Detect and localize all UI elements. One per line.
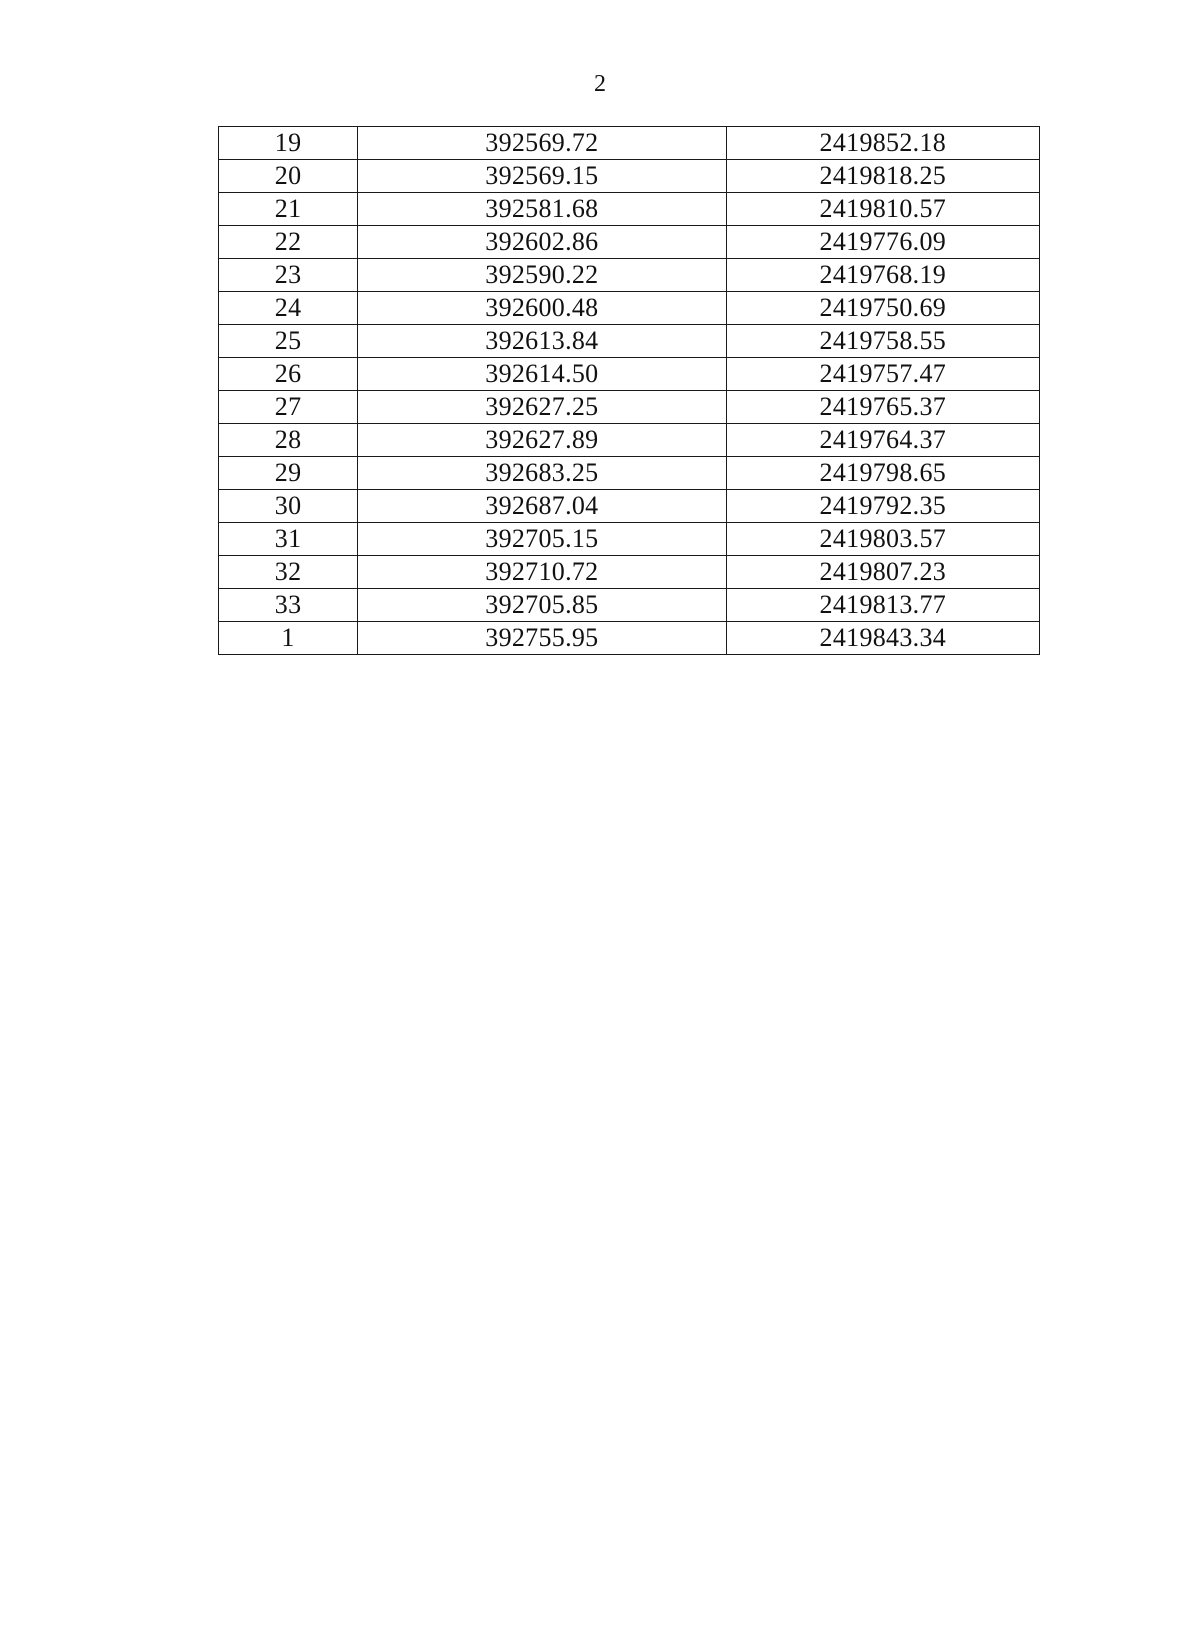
x-coordinate-cell: 392755.95 <box>358 622 726 655</box>
y-coordinate-cell: 2419818.25 <box>726 160 1039 193</box>
point-number-cell: 1 <box>219 622 358 655</box>
x-coordinate-cell: 392581.68 <box>358 193 726 226</box>
table-row <box>219 457 1040 490</box>
coordinates-table-body <box>219 127 1040 655</box>
x-coordinate-cell: 392600.48 <box>358 292 726 325</box>
table-row <box>219 358 1040 391</box>
y-coordinate-cell: 2419843.34 <box>726 622 1039 655</box>
y-coordinate-cell: 2419852.18 <box>726 127 1039 160</box>
point-number-cell: 30 <box>219 490 358 523</box>
y-coordinate-cell: 2419792.35 <box>726 490 1039 523</box>
point-number-cell: 32 <box>219 556 358 589</box>
table-row <box>219 160 1040 193</box>
x-coordinate-cell: 392602.86 <box>358 226 726 259</box>
x-coordinate-cell: 392687.04 <box>358 490 726 523</box>
coordinates-table <box>218 126 1040 655</box>
page-number: 2 <box>594 71 606 97</box>
y-coordinate-cell: 2419813.77 <box>726 589 1039 622</box>
y-coordinate-cell: 2419776.09 <box>726 226 1039 259</box>
point-number-cell: 24 <box>219 292 358 325</box>
point-number-cell: 21 <box>219 193 358 226</box>
point-number-cell: 27 <box>219 391 358 424</box>
x-coordinate-cell: 392569.72 <box>358 127 726 160</box>
table-row <box>219 259 1040 292</box>
y-coordinate-cell: 2419764.37 <box>726 424 1039 457</box>
table-row <box>219 391 1040 424</box>
y-coordinate-cell: 2419798.65 <box>726 457 1039 490</box>
y-coordinate-cell: 2419807.23 <box>726 556 1039 589</box>
y-coordinate-cell: 2419765.37 <box>726 391 1039 424</box>
table-row <box>219 292 1040 325</box>
point-number-cell: 28 <box>219 424 358 457</box>
point-number-cell: 19 <box>219 127 358 160</box>
point-number-cell: 26 <box>219 358 358 391</box>
table-row <box>219 589 1040 622</box>
x-coordinate-cell: 392613.84 <box>358 325 726 358</box>
table-row <box>219 193 1040 226</box>
x-coordinate-cell: 392705.15 <box>358 523 726 556</box>
y-coordinate-cell: 2419758.55 <box>726 325 1039 358</box>
table-row <box>219 424 1040 457</box>
point-number-cell: 20 <box>219 160 358 193</box>
table-row <box>219 490 1040 523</box>
point-number-cell: 25 <box>219 325 358 358</box>
point-number-cell: 23 <box>219 259 358 292</box>
y-coordinate-cell: 2419803.57 <box>726 523 1039 556</box>
table-row <box>219 127 1040 160</box>
x-coordinate-cell: 392627.89 <box>358 424 726 457</box>
table-row <box>219 622 1040 655</box>
point-number-cell: 33 <box>219 589 358 622</box>
x-coordinate-cell: 392569.15 <box>358 160 726 193</box>
y-coordinate-cell: 2419768.19 <box>726 259 1039 292</box>
table-row <box>219 325 1040 358</box>
x-coordinate-cell: 392590.22 <box>358 259 726 292</box>
point-number-cell: 31 <box>219 523 358 556</box>
point-number-cell: 29 <box>219 457 358 490</box>
x-coordinate-cell: 392614.50 <box>358 358 726 391</box>
x-coordinate-cell: 392705.85 <box>358 589 726 622</box>
x-coordinate-cell: 392627.25 <box>358 391 726 424</box>
y-coordinate-cell: 2419750.69 <box>726 292 1039 325</box>
y-coordinate-cell: 2419810.57 <box>726 193 1039 226</box>
table-row <box>219 523 1040 556</box>
y-coordinate-cell: 2419757.47 <box>726 358 1039 391</box>
x-coordinate-cell: 392683.25 <box>358 457 726 490</box>
point-number-cell: 22 <box>219 226 358 259</box>
x-coordinate-cell: 392710.72 <box>358 556 726 589</box>
table-row <box>219 226 1040 259</box>
table-row <box>219 556 1040 589</box>
